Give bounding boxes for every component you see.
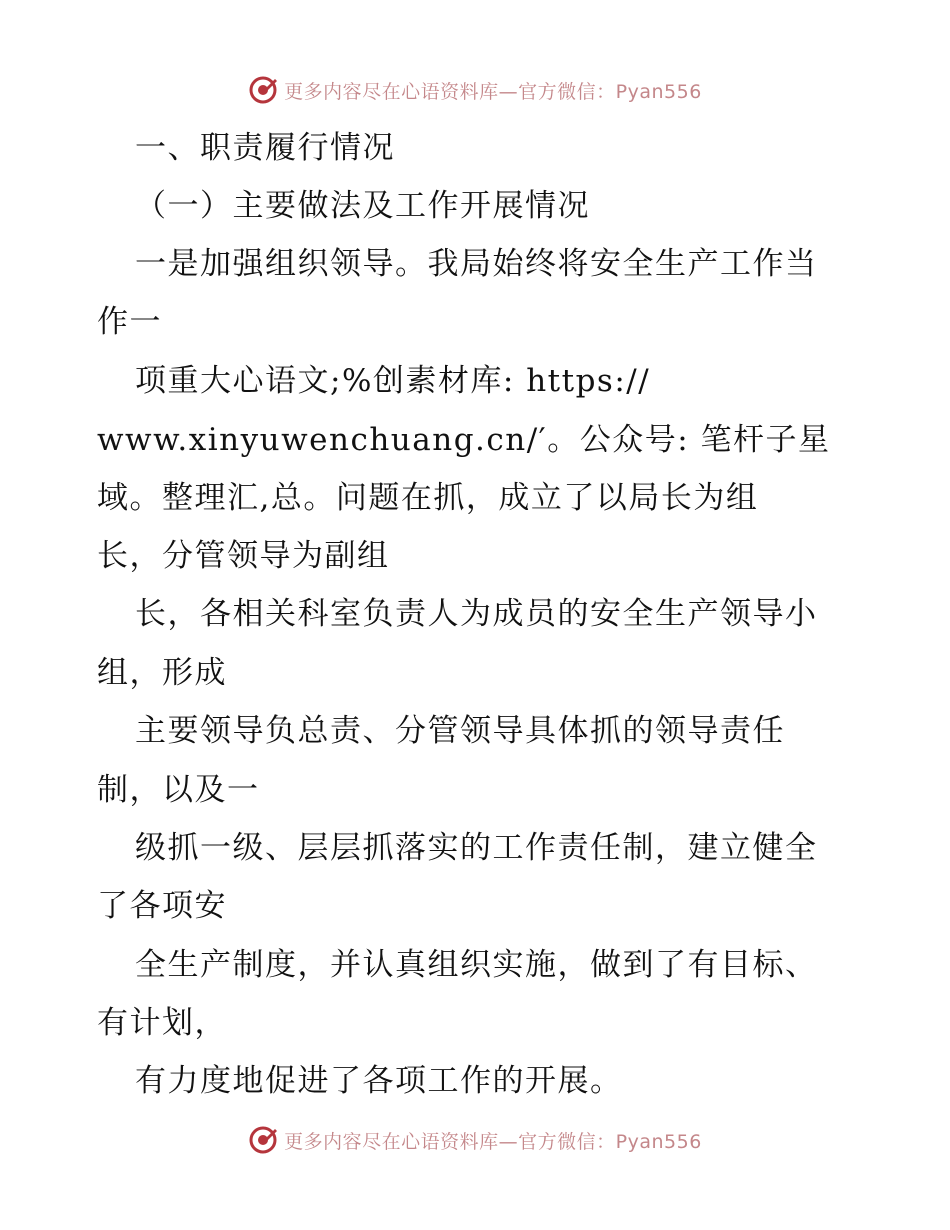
body-line: 主要领导负总责、分管领导具体抓的领导责任 xyxy=(135,713,785,749)
body-line: 一是加强组织领导。我局始终将安全生产工作当 xyxy=(135,246,818,282)
watermark-text: 更多内容尽在心语资料库—官方微信：Pyan556 xyxy=(284,80,702,103)
quill-logo-icon xyxy=(248,75,278,105)
body-line: 有计划， xyxy=(97,1005,227,1041)
body-line: 项重大心语文;%创素材库: https:// xyxy=(135,363,651,399)
body-line: 有力度地促进了各项工作的开展。 xyxy=(135,1063,623,1099)
body-line: 制，以及一 xyxy=(97,772,260,808)
footer-watermark xyxy=(0,1120,950,1160)
body-line: 了各项安 xyxy=(97,888,227,924)
body-line: 长，各相关科室负责人为成员的安全生产领导小 xyxy=(135,596,818,632)
body-line: 域。整理汇,总。问题在抓，成立了以局长为组 xyxy=(97,480,759,516)
body-line: 级抓一级、层层抓落实的工作责任制，建立健全 xyxy=(135,830,818,866)
body-line: 全生产制度，并认真组织实施，做到了有目标、 xyxy=(135,947,818,983)
header-watermark xyxy=(0,70,950,110)
quill-logo-icon xyxy=(248,1125,278,1155)
watermark-text: 更多内容尽在心语资料库—官方微信：Pyan556 xyxy=(284,1130,702,1153)
body-line: 长，分管领导为副组 xyxy=(97,538,390,574)
subsection-heading: （一）主要做法及工作开展情况 xyxy=(135,188,590,224)
body-line: www.xinyuwenchuang.cn/′。公众号: 笔杆子星 xyxy=(97,422,831,458)
section-heading: 一、职责履行情况 xyxy=(135,130,395,166)
body-line: 组，形成 xyxy=(97,655,227,691)
body-line: 作一 xyxy=(97,304,162,340)
